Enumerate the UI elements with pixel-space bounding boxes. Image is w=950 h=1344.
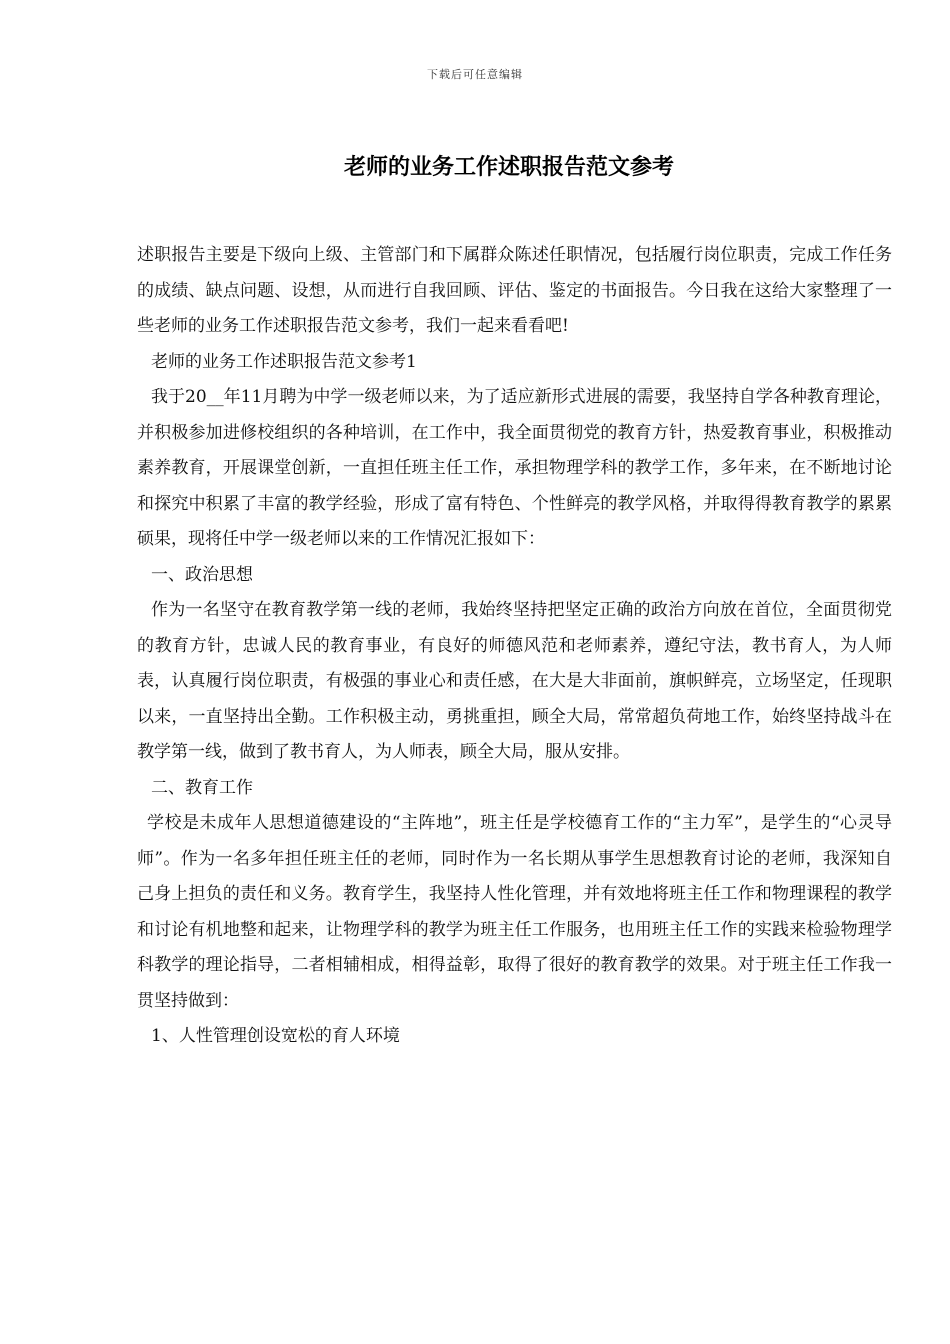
subsection-heading: 1、人性管理创设宽松的育人环境: [151, 1026, 400, 1046]
section-heading-politics: 一、政治思想: [151, 564, 253, 585]
section-heading-sample-1: 老师的业务工作述职报告范文参考1: [151, 351, 417, 372]
intro-paragraph: 述职报告主要是下级向上级、主管部门和下属群众陈述任职情况，包括履行岗位职责，完成工作任务的成绩、缺点问题、设想，从而进行自我回顾、评估、鉴定的书面报告。今日我在这给大家整理了一些老师的业务工作述职报告范文参考，我们一起来看看吧!: [137, 245, 892, 336]
section-heading-education: 二、教育工作: [151, 777, 253, 798]
header-note: 下载后可任意编辑: [427, 68, 523, 81]
document-title: 老师的业务工作述职报告范文参考: [343, 154, 674, 180]
body-paragraph: 学校是未成年人思想道德建设的“主阵地”，班主任是学校德育工作的“主力军”，是学生的“心灵导师”。作为一名多年担任班主任的老师，同时作为一名长期从事学生思想教育讨论的老师，我深知自己身上担负的责任和义务。教育学生，我坚持人性化管理，并有效地将班主任工作和物理课程的教学和讨论有机地整和起来，让物理学科的教学为班主任工作服务，也用班主任工作的实践来检验物理学科教学的理论指导，二者相辅相成，相得益彰，取得了很好的教育教学的效果。对于班主任工作我一贯坚持做到：: [137, 813, 892, 1011]
body-paragraph: 作为一名坚守在教育教学第一线的老师，我始终坚持把坚定正确的政治方向放在首位，全面贯彻党的教育方针，忠诚人民的教育事业，有良好的师德风范和老师素养，遵纪守法，教书育人，为人师表，认真履行岗位职责，有极强的事业心和责任感，在大是大非面前，旗帜鲜亮，立场坚定，任现职以来，一直坚持出全勤。工作积极主动，勇挑重担，顾全大局，常常超负荷地工作，始终坚持战斗在教学第一线，做到了教书育人，为人师表，顾全大局，服从安排。: [137, 600, 892, 762]
body-paragraph: 我于20__年11月聘为中学一级老师以来，为了适应新形式进展的需要，我坚持自学各种教育理论，并积极参加进修校组织的各种培训，在工作中，我全面贯彻党的教育方针，热爱教育事业，积极推动素养教育，开展课堂创新，一直担任班主任工作，承担物理学科的教学工作，多年来，在不断地讨论和探究中积累了丰富的教学经验，形成了富有特色、个性鲜亮的教学风格，并取得得教育教学的累累硕果，现将任中学一级老师以来的工作情况汇报如下：: [137, 387, 892, 549]
document-body: [137, 238, 892, 1055]
